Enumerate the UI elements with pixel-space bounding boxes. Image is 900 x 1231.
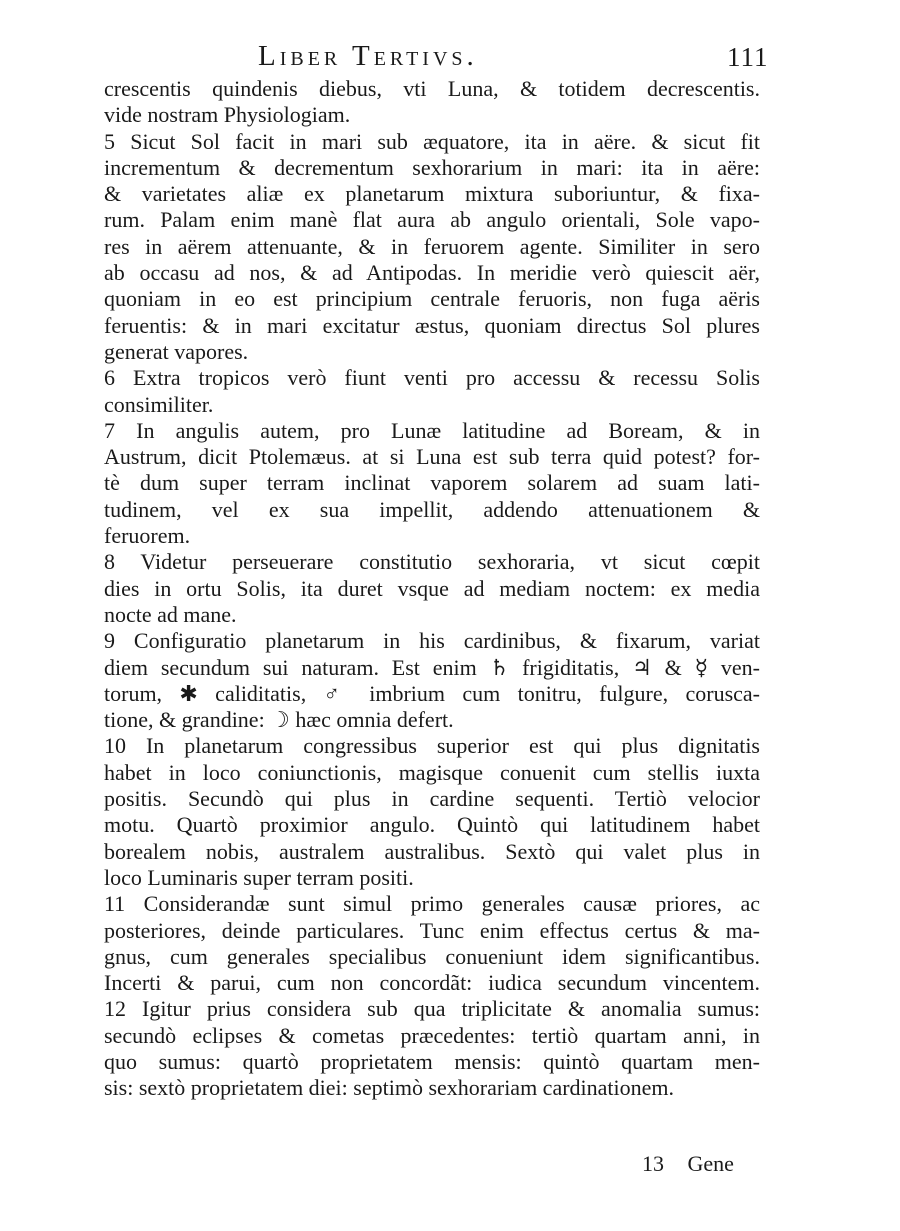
text-line: diem secundum sui naturam. Est enim ♄ frigiditatis, ♃ & ☿ ven- [104, 654, 760, 680]
text-line: rum. Palam enim manè flat aura ab angulo orientali, Sole vapo- [104, 207, 760, 233]
text-line: feruorem. [104, 523, 191, 549]
text-line: incrementum & decrementum sexhorarium in mari: ita in aëre: [104, 154, 760, 180]
text-line: nocte ad mane. [104, 601, 237, 627]
text-line: Incerti & parui, cum non concordãt: iudica secundum vincentem. [104, 970, 760, 996]
catchword [642, 1151, 734, 1177]
text-line: 10 In planetarum congressibus superior est qui plus dignitatis [104, 733, 760, 759]
text-line: 12 Igitur prius considera sub qua triplicitate & anomalia sumus: [104, 996, 760, 1022]
text-line: tè dum super terram inclinat vaporem solarem ad suam lati- [104, 470, 760, 496]
text-line: 9 Configuratio planetarum in his cardinibus, & fixarum, variat [104, 628, 760, 654]
text-line: consimiliter. [104, 391, 214, 417]
text-line: tione, & grandine: ☽ hæc omnia defert. [104, 707, 454, 733]
text-line: dies in ortu Solis, ita duret vsque ad mediam noctem: ex media [104, 575, 760, 601]
text-line: 6 Extra tropicos verò fiunt venti pro accessu & recessu Solis [104, 365, 760, 391]
catchword-text: Gene [687, 1151, 734, 1176]
text-line: res in aërem attenuante, & in feruorem agente. Similiter in sero [104, 233, 760, 259]
body-text [104, 76, 760, 1102]
text-line: motu. Quartò proximior angulo. Quintò qui latitudinem habet [104, 812, 760, 838]
text-line: 7 In angulis autem, pro Lunæ latitudine ad Boream, & in [104, 417, 760, 443]
text-line: loco Luminaris super terram positi. [104, 864, 414, 890]
text-line: positis. Secundò qui plus in cardine sequenti. Tertiò velocior [104, 786, 760, 812]
text-line: torum, ✱ caliditatis, ♂ imbrium cum tonitru, fulgure, corusca- [104, 680, 760, 706]
page-header [0, 40, 900, 76]
text-line: posteriores, deinde particulares. Tunc enim effectus certus & ma- [104, 917, 760, 943]
text-line: 11 Considerandæ sunt simul primo generales causæ priores, ac [104, 891, 760, 917]
text-line: Austrum, dicit Ptolemæus. at si Luna est sub terra quid potest? for- [104, 444, 760, 470]
text-line: borealem nobis, australem australibus. Sextò qui valet plus in [104, 838, 760, 864]
text-line: crescentis quindenis diebus, vti Luna, & totidem decrescentis. [104, 76, 760, 101]
text-line: vide nostram Physiologiam. [104, 102, 351, 128]
text-line: feruentis: & in mari excitatur æstus, quoniam directus Sol plures [104, 312, 760, 338]
text-line: 8 Videtur perseuerare constitutio sexhoraria, vt sicut cœpit [104, 549, 760, 575]
page-number: 111 [727, 42, 769, 72]
running-title: Liber Tertivs. [258, 40, 478, 72]
text-line: ab occasu ad nos, & ad Antipodas. In meridie verò quiescit aër, [104, 260, 760, 286]
text-line: quoniam in eo est principium centrale feruoris, non fuga aëris [104, 286, 760, 312]
catchword-number: 13 [642, 1151, 664, 1176]
text-line: habet in loco coniunctionis, magisque conuenit cum stellis iuxta [104, 759, 760, 785]
text-line: sis: sextò proprietatem diei: septimò sexhorariam cardinationem. [104, 1075, 675, 1101]
text-line: gnus, cum generales specialibus conueniunt idem significantibus. [104, 943, 760, 969]
text-line: tudinem, vel ex sua impellit, addendo attenuationem & [104, 496, 760, 522]
text-line: generat vapores. [104, 338, 249, 364]
text-line: & varietates aliæ ex planetarum mixtura suboriuntur, & fixa- [104, 181, 760, 207]
text-line: quo sumus: quartò proprietatem mensis: quintò quartam men- [104, 1048, 760, 1074]
text-line: 5 Sicut Sol facit in mari sub æquatore, ita in aëre. & sicut fit [104, 128, 760, 154]
text-line: secundò eclipses & cometas præcedentes: tertiò quartam anni, in [104, 1022, 760, 1048]
